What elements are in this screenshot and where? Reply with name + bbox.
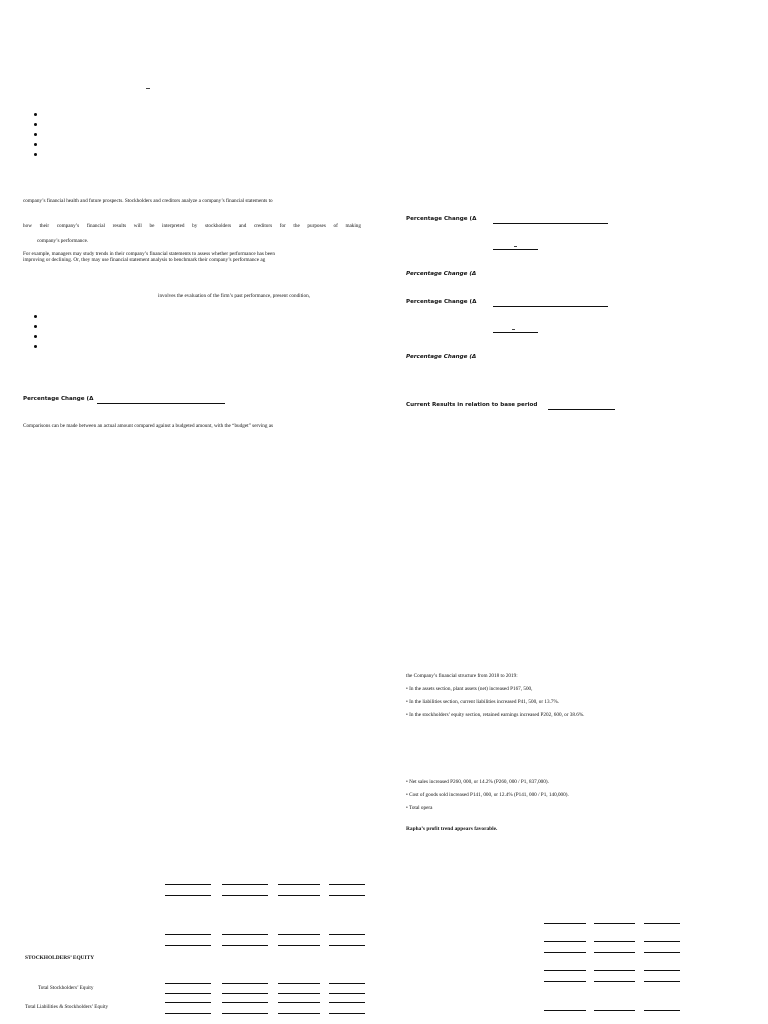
stockholders-equity-heading: STOCKHOLDERS’ EQUITY	[25, 955, 95, 961]
total-rule	[644, 981, 680, 982]
total-rule	[222, 983, 268, 984]
formula-dash-3	[512, 329, 515, 330]
formula-denominator-1	[493, 249, 538, 250]
grand-total-rule	[278, 1013, 320, 1014]
total-rule	[329, 945, 365, 946]
paragraph-performance: company’s performance.	[37, 238, 89, 244]
percentage-change-label-left: Percentage Change (Δ	[23, 396, 94, 402]
total-rule	[544, 941, 586, 942]
total-rule	[544, 923, 586, 924]
total-rule	[278, 895, 320, 896]
total-rule	[278, 1002, 320, 1003]
bullet	[34, 335, 37, 338]
formula-line-left	[97, 403, 225, 404]
total-rule	[594, 981, 635, 982]
total-rule	[594, 952, 635, 953]
total-rule	[165, 983, 211, 984]
total-rule	[278, 934, 320, 935]
bullet	[34, 113, 37, 116]
structure-bullet-equity: • In the stockholders’ equity section, retained earnings increased P202, 600, or 38.6%.	[406, 712, 585, 718]
structure-bullet-liabilities: • In the liabilities section, current liabilities increased P41, 500, or 13.7%.	[406, 699, 560, 705]
profit-bullet-net-sales: • Net sales increased P260, 000, or 14.2% (P260, 000 / P1, 837,000).	[406, 779, 549, 785]
profit-trend-statement: Rapha’s profit trend appears favorable.	[406, 826, 498, 832]
total-rule	[165, 934, 211, 935]
total-rule	[278, 983, 320, 984]
total-rule	[165, 993, 211, 994]
structure-bullet-plant-assets: • In the assets section, plant assets (net) increased P167, 500,	[406, 686, 533, 692]
total-rule	[644, 923, 680, 924]
total-rule	[222, 934, 268, 935]
total-rule	[329, 934, 365, 935]
total-rule	[165, 884, 211, 885]
bullet	[34, 325, 37, 328]
profit-bullet-total-operating: • Total opera	[406, 805, 433, 811]
bullet	[34, 345, 37, 348]
bullet	[34, 153, 37, 156]
bullet	[34, 143, 37, 146]
formula-dash-1	[514, 246, 517, 247]
total-rule	[594, 923, 635, 924]
total-rule	[544, 981, 586, 982]
total-rule	[222, 884, 268, 885]
total-rule	[278, 884, 320, 885]
total-rule	[222, 945, 268, 946]
total-rule	[329, 895, 365, 896]
percentage-change-label-3: Percentage Change (Δ	[406, 299, 477, 305]
percentage-change-label-1: Percentage Change (Δ	[406, 216, 477, 222]
total-rule	[644, 952, 680, 953]
current-results-line	[548, 409, 615, 410]
paragraph-financial-health: company’s financial health and future prospects. Stockholders and creditors analyze a company’s financial statements to	[23, 198, 273, 204]
percentage-change-label-4: Percentage Change (Δ	[406, 354, 477, 360]
total-rule	[644, 1010, 680, 1011]
grand-total-rule	[165, 1013, 211, 1014]
total-rule	[544, 952, 586, 953]
total-rule	[594, 941, 635, 942]
formula-line-3	[493, 306, 608, 307]
profit-bullet-cogs: • Cost of goods sold increased P141, 000, or 12.4% (P141, 000 / P1, 140,000).	[406, 792, 569, 798]
total-rule	[544, 1010, 586, 1011]
bullet	[34, 133, 37, 136]
paragraph-evaluation: involves the evaluation of the firm’s past performance, present condition,	[158, 293, 310, 299]
total-rule	[222, 895, 268, 896]
total-rule	[278, 945, 320, 946]
paragraph-example-line2: improving or declining. Or, they may use financial statement analysis to benchmark their company’s performance ag	[23, 257, 266, 263]
total-rule	[165, 945, 211, 946]
top-dash-mark	[146, 88, 150, 89]
total-rule	[329, 884, 365, 885]
paragraph-comparisons: Comparisons can be made between an actual amount compared against a budgeted amount, with the “budget” serving as	[23, 423, 274, 429]
current-results-label: Current Results in relation to base period	[406, 402, 538, 408]
total-liabilities-equity-label: Total Liabilities & Stockholders’ Equity	[25, 1004, 109, 1010]
total-stockholders-equity-label: Total Stockholders’ Equity	[38, 985, 94, 991]
percentage-change-label-2: Percentage Change (Δ	[406, 271, 477, 277]
paragraph-interpretation: how their company’s financial results will be interpreted by stockholders and creditors for the purposes of making	[23, 223, 361, 229]
formula-line-1	[493, 223, 608, 224]
total-rule	[594, 970, 635, 971]
bullet	[34, 315, 37, 318]
total-rule	[165, 1002, 211, 1003]
paragraph-example-line1: For example, managers may study trends in their company’s financial statements to assess whether performance has been	[23, 251, 275, 257]
total-rule	[222, 1002, 268, 1003]
total-rule	[329, 993, 365, 994]
total-rule	[644, 941, 680, 942]
grand-total-rule	[329, 1013, 365, 1014]
total-rule	[544, 970, 586, 971]
total-rule	[594, 1010, 635, 1011]
total-rule	[165, 895, 211, 896]
grand-total-rule	[222, 1013, 268, 1014]
total-rule	[329, 983, 365, 984]
total-rule	[329, 1002, 365, 1003]
total-rule	[222, 993, 268, 994]
total-rule	[644, 970, 680, 971]
formula-denominator-3	[493, 332, 538, 333]
structure-intro: the Company’s financial structure from 2018 to 2019:	[406, 673, 518, 679]
bullet	[34, 123, 37, 126]
total-rule	[278, 993, 320, 994]
